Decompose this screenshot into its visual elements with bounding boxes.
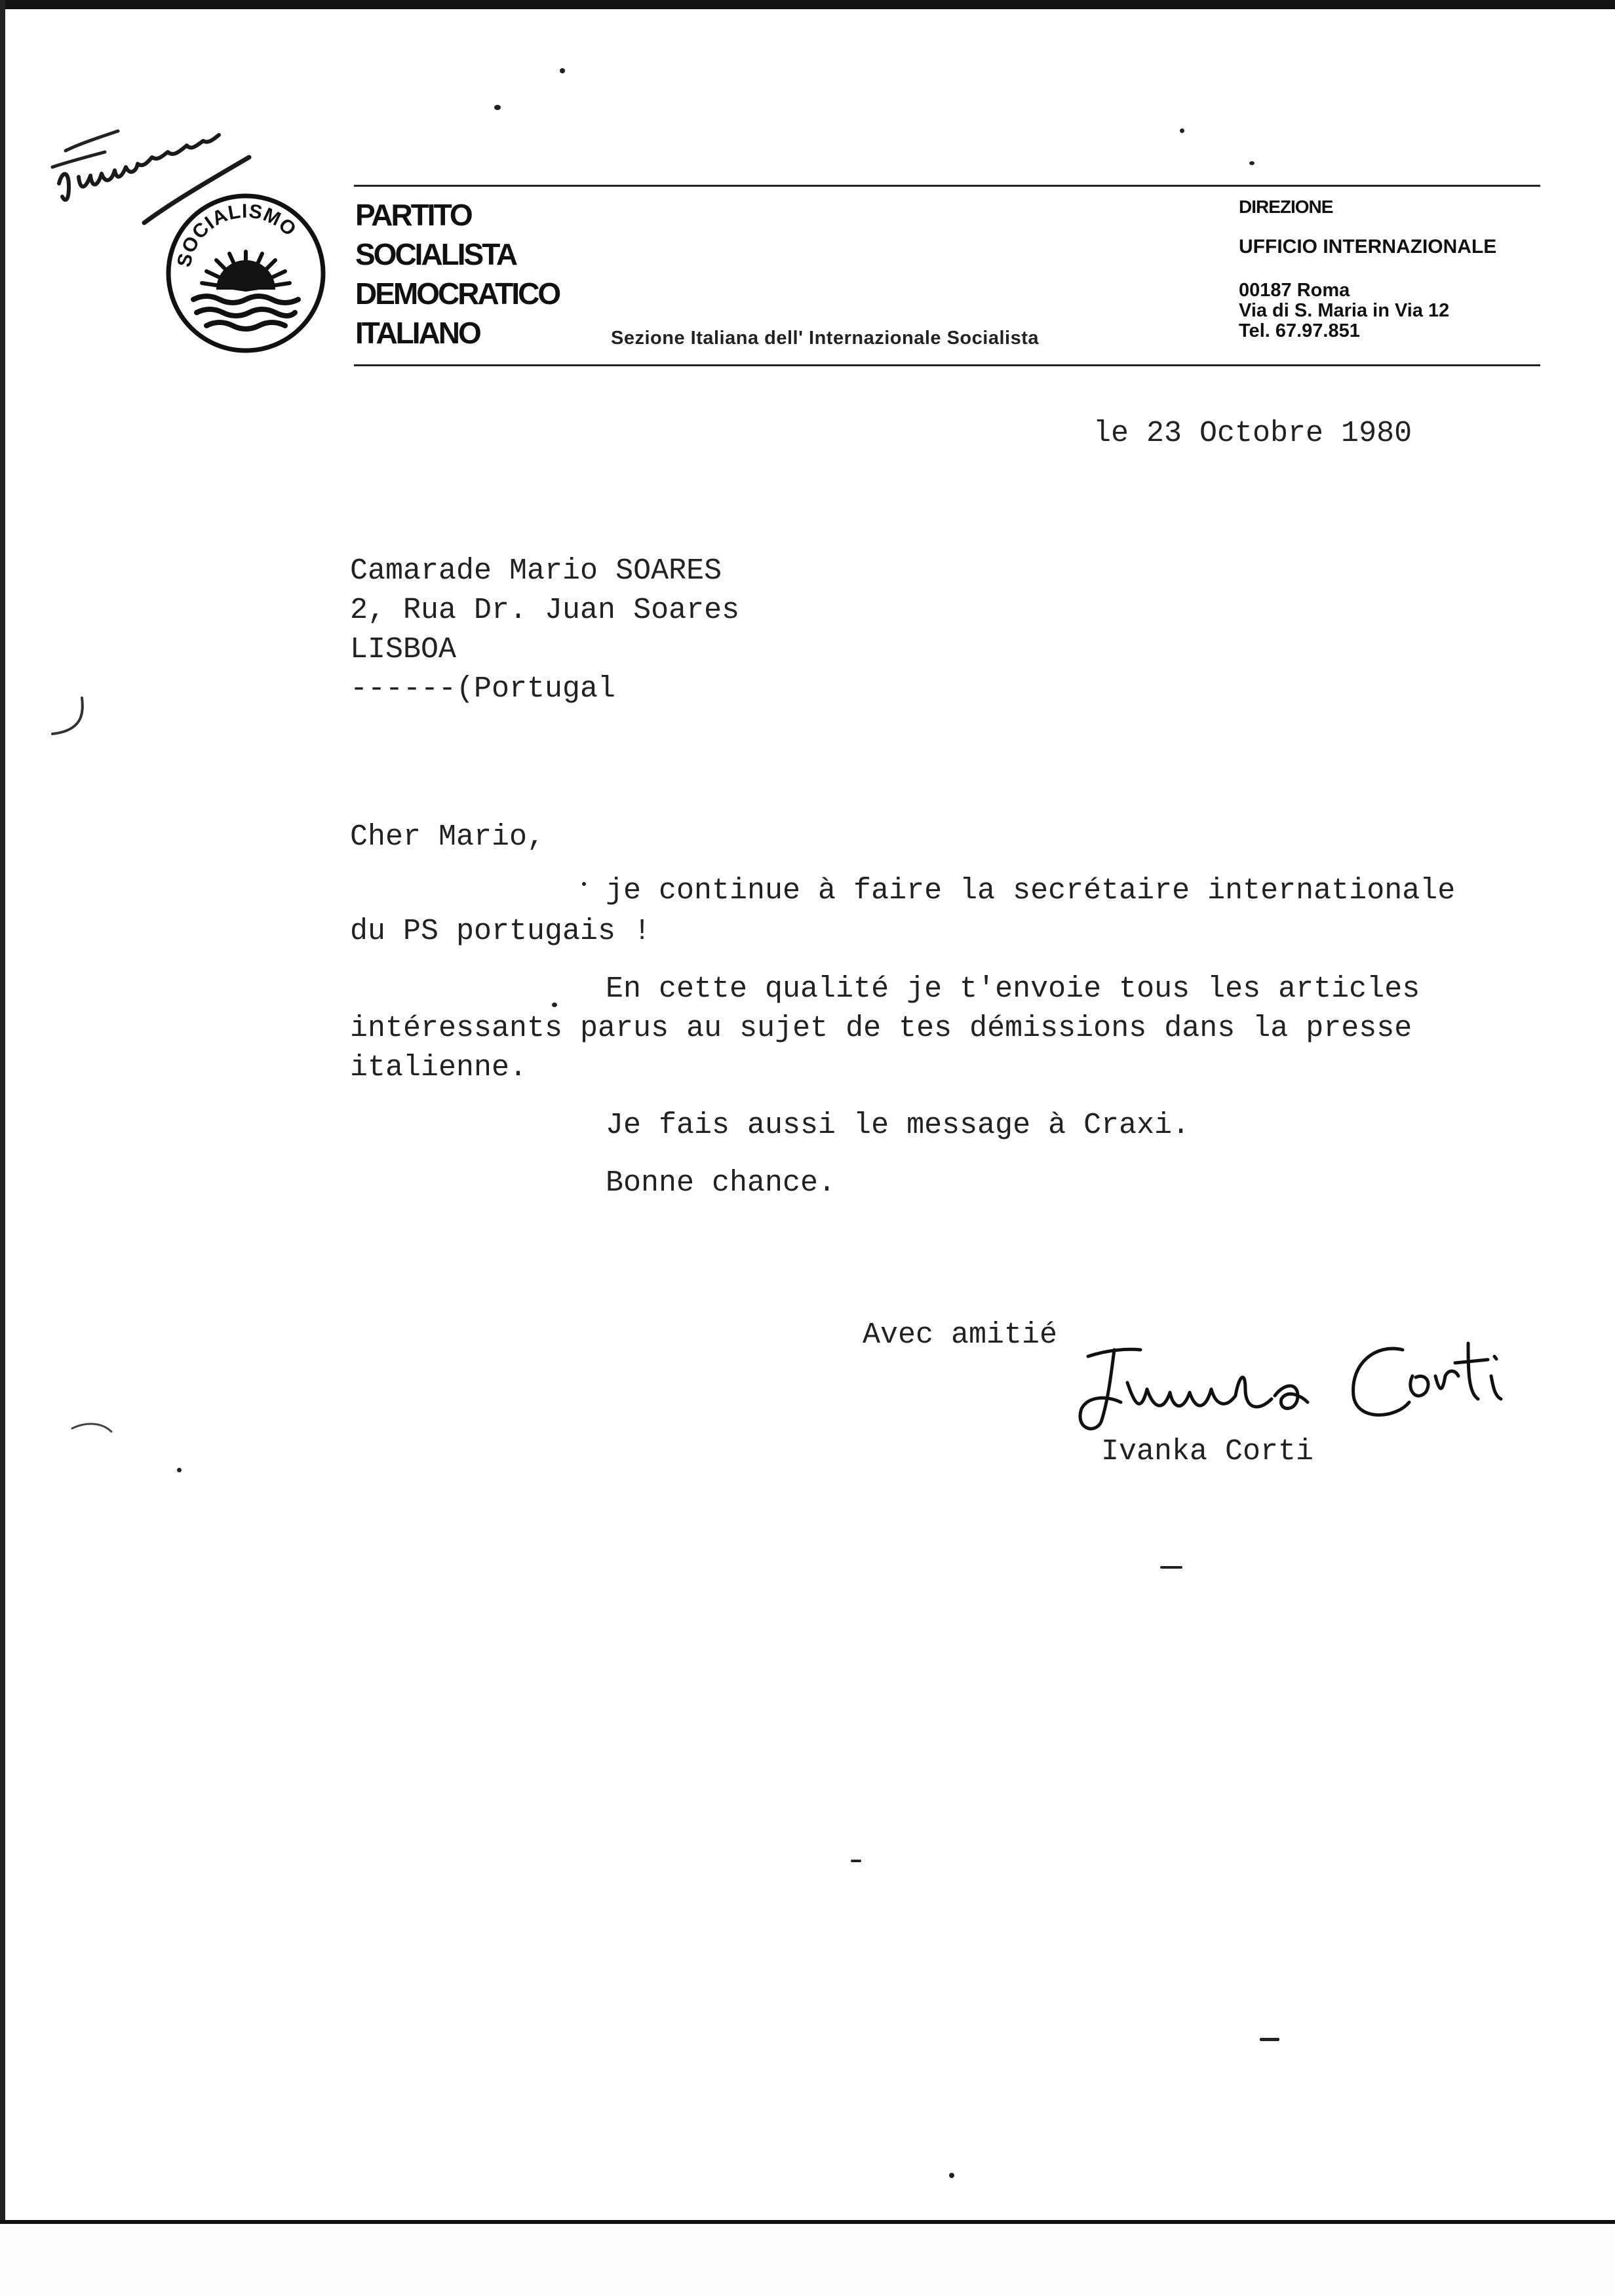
letter-date: le 23 Octobre 1980: [1093, 417, 1412, 450]
scan-speck: [1160, 1566, 1182, 1569]
office-info: [1239, 197, 1496, 341]
office-direzione: DIREZIONE: [1239, 197, 1333, 217]
scan-speck: [552, 1003, 557, 1007]
margin-mark: [66, 1415, 125, 1468]
recipient-address: Camarade Mario SOARES 2, Rua Dr. Juan Soares LISBOA ------(Portugal: [350, 554, 740, 706]
party-name: PARTITO SOCIALISTA DEMOCRATICO ITALIANO: [355, 198, 560, 350]
body-paragraph-4: Bonne chance.: [606, 1166, 836, 1200]
scan-speck: [1249, 161, 1255, 165]
salutation: Cher Mario,: [350, 820, 545, 854]
scan-bottom-strip: [0, 2224, 1615, 2296]
handwritten-signature: [1049, 1330, 1521, 1442]
body-paragraph-2-line-1: En cette qualité je t'envoie tous les articles: [606, 972, 1420, 1006]
body-paragraph-3: Je fais aussi le message à Craxi.: [606, 1109, 1190, 1142]
body-paragraph-1-line-1: je continue à faire la secrétaire internationale: [606, 874, 1456, 908]
scan-speck: [1180, 128, 1184, 133]
scan-border-top: [0, 0, 1615, 9]
scan-speck: [949, 2173, 954, 2178]
office-address: 00187 Roma Via di S. Maria in Via 12 Tel. 67.97.851: [1239, 280, 1450, 341]
letterhead-top-rule: [354, 185, 1540, 187]
scan-speck: [177, 1468, 182, 1472]
party-logo-icon: [164, 191, 328, 355]
closing: Avec amitié: [863, 1318, 1058, 1352]
svg-text:SOCIALISMO: [173, 201, 300, 269]
scan-speck: [560, 68, 565, 73]
body-paragraph-2-line-3: italienne.: [350, 1051, 528, 1084]
party-section-subtitle: Sezione Italiana dell' Internazionale Socialista: [611, 328, 1039, 349]
body-paragraph-2-line-2: intéressants parus au sujet de tes démissions dans la presse: [350, 1012, 1412, 1045]
scan-speck: [851, 1860, 861, 1862]
letterhead-bottom-rule: [354, 364, 1540, 366]
scan-speck: [494, 105, 501, 110]
body-paragraph-1-line-2: du PS portugais !: [350, 915, 652, 948]
scan-speck: [1260, 2038, 1279, 2041]
scan-speck: [582, 882, 586, 886]
signer-name: Ivanka Corti: [1101, 1435, 1314, 1468]
office-ufficio: UFFICIO INTERNAZIONALE: [1239, 236, 1497, 258]
margin-mark: [46, 695, 105, 747]
logo-text: SOCIALISMO: [173, 200, 301, 269]
scan-border-left: [0, 0, 5, 2296]
